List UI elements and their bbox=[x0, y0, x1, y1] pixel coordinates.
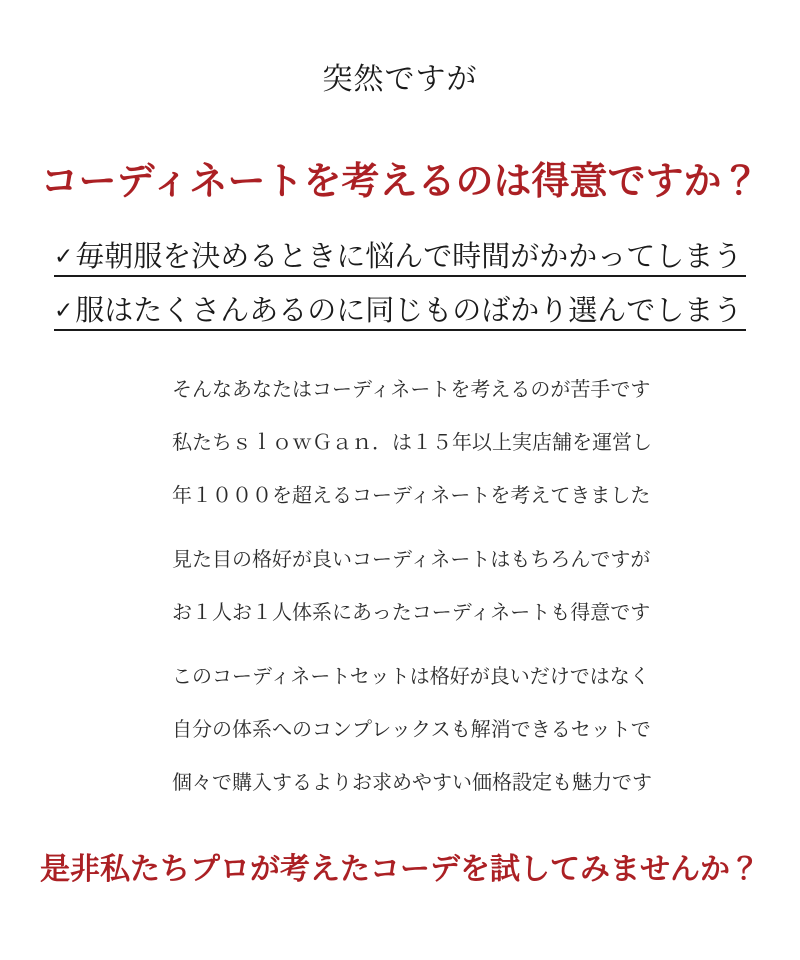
checkmark-icon: ✓ bbox=[54, 243, 74, 269]
checklist-item-label: 毎朝服を決めるときに悩んで時間がかかってしまう bbox=[75, 241, 743, 273]
body-line: 見た目の格好が良いコーディネートはもちろんですが bbox=[172, 549, 651, 571]
checkmark-icon: ✓ bbox=[54, 297, 74, 323]
body-line: 個々で購入するよりお求めやすい価格設定も魅力です bbox=[172, 772, 652, 794]
checklist-item bbox=[54, 294, 746, 331]
checklist bbox=[54, 240, 746, 348]
body-paragraph bbox=[172, 651, 732, 810]
checklist-item-label: 服はたくさんあるのに同じものばかり選んでしまう bbox=[75, 295, 743, 327]
body-line: お１人お１人体系にあったコーディネートも得意です bbox=[172, 602, 651, 624]
closing-text: 是非私たちプロが考えたコーデを試してみませんか？ bbox=[40, 853, 760, 886]
body-line: 年１０００を超えるコーディネートを考えてきました bbox=[172, 485, 651, 507]
body-copy bbox=[172, 364, 732, 821]
checklist-item bbox=[54, 240, 746, 277]
intro-text: 突然ですが bbox=[322, 63, 478, 96]
body-paragraph bbox=[172, 364, 732, 523]
body-paragraph bbox=[172, 534, 732, 640]
body-line: そんなあなたはコーディネートを考えるのが苦手です bbox=[172, 379, 651, 401]
headline-text: コーディネートを考えるのは得意ですか？ bbox=[40, 161, 760, 203]
body-line: 私たちｓｌｏｗＧａｎ．は１５年以上実店舗を運営し bbox=[172, 432, 652, 454]
body-line: このコーディネートセットは格好が良いだけではなく bbox=[172, 666, 650, 688]
body-line: 自分の体系へのコンプレックスも解消できるセットで bbox=[172, 719, 651, 741]
